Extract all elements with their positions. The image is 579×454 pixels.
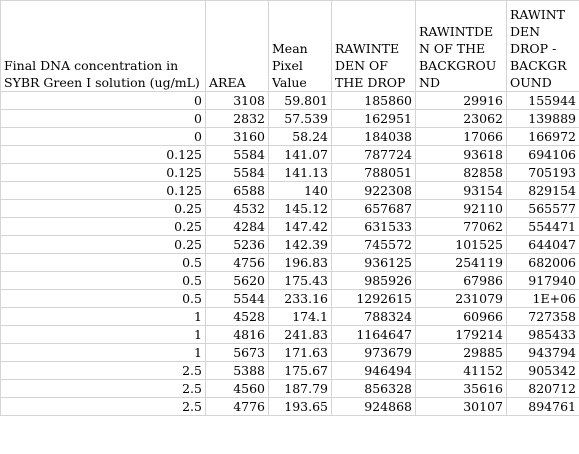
cell-rawintden-drop[interactable]: 184038 [332, 128, 416, 146]
cell-mean-pixel[interactable]: 145.12 [269, 200, 332, 218]
cell-rawintden-drop[interactable]: 631533 [332, 218, 416, 236]
cell-rawintden-drop[interactable]: 1164647 [332, 326, 416, 344]
cell-concentration[interactable]: 1 [1, 326, 206, 344]
cell-mean-pixel[interactable]: 147.42 [269, 218, 332, 236]
cell-rawintden-difference[interactable]: 565577 [507, 200, 579, 218]
cell-concentration[interactable]: 1 [1, 308, 206, 326]
cell-rawintden-drop[interactable]: 936125 [332, 254, 416, 272]
cell-rawintden-background[interactable]: 93618 [416, 146, 507, 164]
header-cell-rawintden-drop[interactable]: RAWINTE DEN OF THE DROP [332, 1, 416, 92]
cell-rawintden-drop[interactable]: 787724 [332, 146, 416, 164]
cell-rawintden-background[interactable]: 101525 [416, 236, 507, 254]
cell-concentration[interactable]: 2.5 [1, 398, 206, 416]
cell-concentration[interactable]: 0.5 [1, 272, 206, 290]
cell-area[interactable]: 5673 [206, 344, 269, 362]
cell-mean-pixel[interactable]: 59.801 [269, 92, 332, 110]
cell-rawintden-background[interactable]: 29885 [416, 344, 507, 362]
cell-rawintden-drop[interactable]: 1292615 [332, 290, 416, 308]
cell-rawintden-difference[interactable]: 554471 [507, 218, 579, 236]
cell-rawintden-background[interactable]: 82858 [416, 164, 507, 182]
header-cell-concentration[interactable] [1, 1, 206, 92]
table-row [1, 272, 579, 290]
cell-rawintden-difference[interactable]: 727358 [507, 308, 579, 326]
cell-rawintden-difference[interactable]: 644047 [507, 236, 579, 254]
cell-rawintden-drop[interactable]: 657687 [332, 200, 416, 218]
cell-area[interactable]: 5584 [206, 164, 269, 182]
header-cell-rawintden-background[interactable]: RAWINTDE N OF THE BACKGROU ND [416, 1, 507, 92]
cell-rawintden-drop[interactable]: 973679 [332, 344, 416, 362]
cell-area[interactable]: 5584 [206, 146, 269, 164]
cell-concentration[interactable]: 0.125 [1, 164, 206, 182]
cell-rawintden-background[interactable]: 92110 [416, 200, 507, 218]
cell-rawintden-background[interactable]: 77062 [416, 218, 507, 236]
cell-mean-pixel[interactable]: 175.67 [269, 362, 332, 380]
cell-concentration[interactable]: 2.5 [1, 380, 206, 398]
cell-area[interactable]: 2832 [206, 110, 269, 128]
cell-rawintden-difference[interactable]: 1E+06 [507, 290, 579, 308]
cell-rawintden-background[interactable]: 67986 [416, 272, 507, 290]
table-row [1, 308, 579, 326]
cell-concentration[interactable]: 0.5 [1, 254, 206, 272]
cell-mean-pixel[interactable]: 174.1 [269, 308, 332, 326]
table-row [1, 398, 579, 416]
header-row [1, 1, 579, 92]
cell-concentration[interactable]: 0 [1, 92, 206, 110]
cell-rawintden-drop[interactable]: 856328 [332, 380, 416, 398]
cell-mean-pixel[interactable]: 141.13 [269, 164, 332, 182]
cell-rawintden-drop[interactable]: 185860 [332, 92, 416, 110]
cell-area[interactable]: 4532 [206, 200, 269, 218]
cell-rawintden-difference[interactable]: 705193 [507, 164, 579, 182]
header-text-concentration: Final DNA concentration in SYBR Green I solution (ug/mL) [4, 58, 200, 90]
cell-rawintden-background[interactable]: 93154 [416, 182, 507, 200]
cell-rawintden-background[interactable]: 41152 [416, 362, 507, 380]
table-row [1, 182, 579, 200]
cell-rawintden-drop[interactable]: 985926 [332, 272, 416, 290]
cell-rawintden-difference[interactable]: 905342 [507, 362, 579, 380]
cell-rawintden-drop[interactable]: 924868 [332, 398, 416, 416]
cell-rawintden-difference[interactable]: 139889 [507, 110, 579, 128]
header-cell-rawintden-difference[interactable]: RAWINT DEN DROP - BACKGR OUND [507, 1, 579, 92]
cell-mean-pixel[interactable]: 241.83 [269, 326, 332, 344]
cell-area[interactable]: 5544 [206, 290, 269, 308]
table-row [1, 326, 579, 344]
cell-rawintden-background[interactable]: 179214 [416, 326, 507, 344]
cell-concentration[interactable]: 0 [1, 110, 206, 128]
cell-rawintden-drop[interactable]: 788051 [332, 164, 416, 182]
cell-area[interactable]: 3160 [206, 128, 269, 146]
cell-area[interactable]: 5236 [206, 236, 269, 254]
table-row [1, 254, 579, 272]
cell-rawintden-background[interactable]: 30107 [416, 398, 507, 416]
cell-mean-pixel[interactable]: 193.65 [269, 398, 332, 416]
cell-mean-pixel[interactable]: 171.63 [269, 344, 332, 362]
cell-rawintden-background[interactable]: 23062 [416, 110, 507, 128]
cell-rawintden-drop[interactable]: 946494 [332, 362, 416, 380]
cell-rawintden-drop[interactable]: 788324 [332, 308, 416, 326]
cell-rawintden-background[interactable]: 29916 [416, 92, 507, 110]
cell-area[interactable]: 5620 [206, 272, 269, 290]
cell-rawintden-background[interactable]: 231079 [416, 290, 507, 308]
cell-concentration[interactable]: 0.25 [1, 200, 206, 218]
header-cell-mean-pixel[interactable]: Mean Pixel Value [269, 1, 332, 92]
cell-area[interactable]: 4560 [206, 380, 269, 398]
table-row [1, 236, 579, 254]
header-cell-area[interactable]: AREA [206, 1, 269, 92]
cell-concentration[interactable]: 0.125 [1, 182, 206, 200]
cell-mean-pixel[interactable]: 141.07 [269, 146, 332, 164]
cell-area[interactable]: 3108 [206, 92, 269, 110]
cell-mean-pixel[interactable]: 187.79 [269, 380, 332, 398]
table-row [1, 290, 579, 308]
cell-rawintden-background[interactable]: 254119 [416, 254, 507, 272]
cell-rawintden-background[interactable]: 17066 [416, 128, 507, 146]
cell-mean-pixel[interactable]: 233.16 [269, 290, 332, 308]
cell-mean-pixel[interactable]: 196.83 [269, 254, 332, 272]
cell-rawintden-difference[interactable]: 829154 [507, 182, 579, 200]
table-row [1, 344, 579, 362]
table-row [1, 380, 579, 398]
cell-mean-pixel[interactable]: 57.539 [269, 110, 332, 128]
cell-rawintden-difference[interactable]: 917940 [507, 272, 579, 290]
cell-rawintden-difference[interactable]: 682006 [507, 254, 579, 272]
cell-area[interactable]: 4284 [206, 218, 269, 236]
cell-concentration[interactable]: 0.125 [1, 146, 206, 164]
cell-area[interactable]: 4816 [206, 326, 269, 344]
table-row [1, 92, 579, 110]
cell-rawintden-background[interactable]: 60966 [416, 308, 507, 326]
cell-mean-pixel[interactable]: 140 [269, 182, 332, 200]
cell-rawintden-background[interactable]: 35616 [416, 380, 507, 398]
cell-area[interactable]: 5388 [206, 362, 269, 380]
cell-mean-pixel[interactable]: 58.24 [269, 128, 332, 146]
cell-rawintden-drop[interactable]: 162951 [332, 110, 416, 128]
cell-rawintden-drop[interactable]: 922308 [332, 182, 416, 200]
cell-area[interactable]: 4528 [206, 308, 269, 326]
cell-concentration[interactable]: 2.5 [1, 362, 206, 380]
table-row [1, 218, 579, 236]
table-row [1, 128, 579, 146]
cell-concentration[interactable]: 0.5 [1, 290, 206, 308]
cell-concentration[interactable]: 1 [1, 344, 206, 362]
table-row [1, 110, 579, 128]
cell-rawintden-drop[interactable]: 745572 [332, 236, 416, 254]
cell-area[interactable]: 4756 [206, 254, 269, 272]
table-row [1, 362, 579, 380]
cell-concentration[interactable]: 0 [1, 128, 206, 146]
cell-rawintden-difference[interactable]: 894761 [507, 398, 579, 416]
cell-mean-pixel[interactable]: 142.39 [269, 236, 332, 254]
table-row [1, 200, 579, 218]
cell-concentration[interactable]: 0.25 [1, 218, 206, 236]
table-row [1, 164, 579, 182]
cell-concentration[interactable]: 0.25 [1, 236, 206, 254]
cell-area[interactable]: 6588 [206, 182, 269, 200]
cell-rawintden-difference[interactable]: 166972 [507, 128, 579, 146]
table-row [1, 146, 579, 164]
cell-mean-pixel[interactable]: 175.43 [269, 272, 332, 290]
cell-rawintden-difference[interactable]: 694106 [507, 146, 579, 164]
cell-rawintden-difference[interactable]: 155944 [507, 92, 579, 110]
cell-rawintden-difference[interactable]: 820712 [507, 380, 579, 398]
cell-rawintden-difference[interactable]: 985433 [507, 326, 579, 344]
cell-area[interactable]: 4776 [206, 398, 269, 416]
cell-rawintden-difference[interactable]: 943794 [507, 344, 579, 362]
